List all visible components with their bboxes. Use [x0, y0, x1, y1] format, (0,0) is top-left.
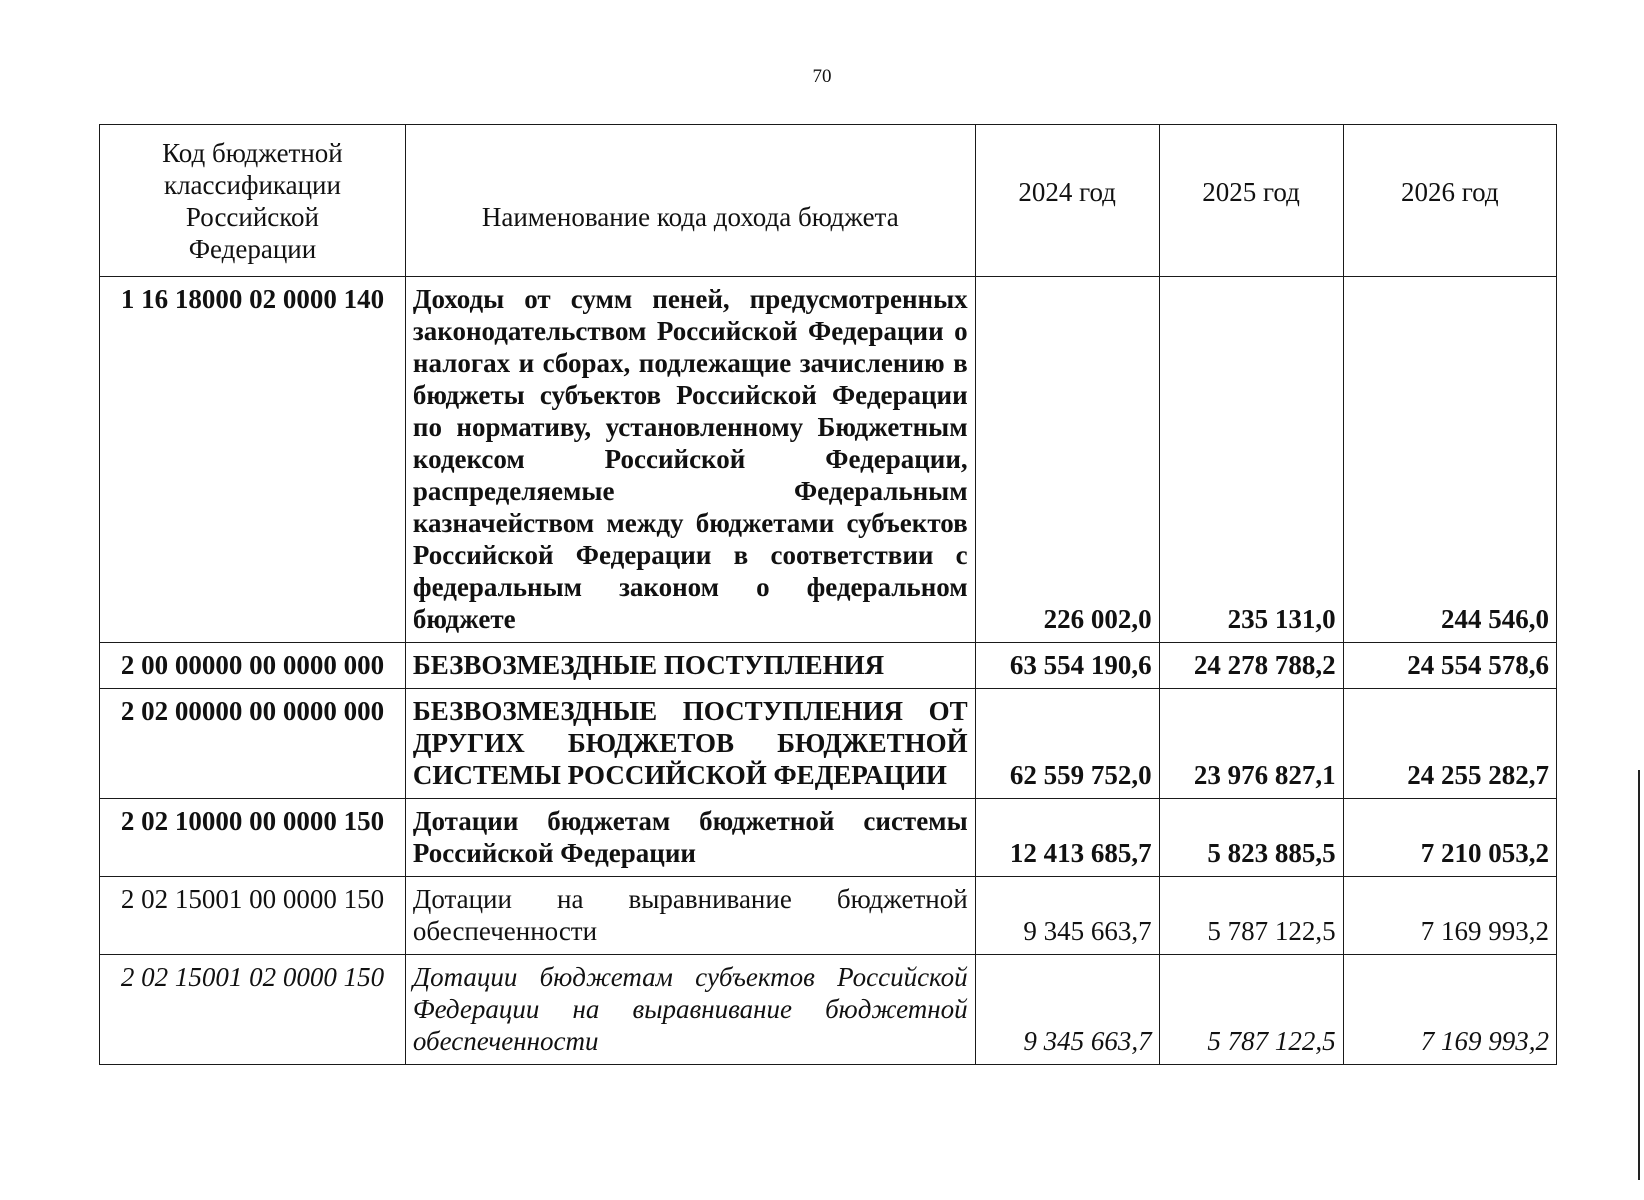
revenue-name: Дотации бюджетам субъектов Российской Федерации на выравнивание бюджетной обеспеченности — [405, 955, 975, 1065]
budget-revenue-table — [99, 124, 1557, 1065]
table-row — [100, 643, 1557, 689]
budget-code: 2 02 15001 02 0000 150 — [100, 955, 406, 1065]
amount-2026: 7 169 993,2 — [1343, 877, 1556, 955]
table-row — [100, 955, 1557, 1065]
amount-2026: 7 169 993,2 — [1343, 955, 1556, 1065]
table-row — [100, 689, 1557, 799]
amount-2025: 5 823 885,5 — [1159, 799, 1343, 877]
budget-code: 2 02 10000 00 0000 150 — [100, 799, 406, 877]
header-2026: 2026 год — [1343, 125, 1556, 277]
amount-2026: 7 210 053,2 — [1343, 799, 1556, 877]
table-row — [100, 799, 1557, 877]
revenue-name: БЕЗВОЗМЕЗДНЫЕ ПОСТУПЛЕНИЯ — [405, 643, 975, 689]
scan-edge-line — [1638, 770, 1640, 1180]
header-2025: 2025 год — [1159, 125, 1343, 277]
table-row — [100, 277, 1557, 643]
revenue-name: Дотации на выравнивание бюджетной обеспеченности — [405, 877, 975, 955]
budget-code: 1 16 18000 02 0000 140 — [100, 277, 406, 643]
amount-2026: 24 255 282,7 — [1343, 689, 1556, 799]
amount-2024: 9 345 663,7 — [975, 955, 1159, 1065]
budget-code: 2 00 00000 00 0000 000 — [100, 643, 406, 689]
table-header-row — [100, 125, 1557, 277]
amount-2025: 235 131,0 — [1159, 277, 1343, 643]
amount-2025: 23 976 827,1 — [1159, 689, 1343, 799]
amount-2024: 62 559 752,0 — [975, 689, 1159, 799]
header-code: Код бюджетной классификации Российской Федерации — [100, 125, 406, 277]
amount-2026: 244 546,0 — [1343, 277, 1556, 643]
table-row — [100, 877, 1557, 955]
revenue-name: Доходы от сумм пеней, предусмотренных законодательством Российской Федерации о налогах и сборах, подлежащие зачислению в бюджеты субъектов Российской Федерации по нормативу, установленному Бюджетным кодексом Российской Федерации, распределяемые Федеральным казначейством между бюджетами субъектов Российской Федерации в соответствии с федеральным законом о федеральном бюджете — [405, 277, 975, 643]
page-number: 70 — [812, 66, 832, 87]
amount-2024: 63 554 190,6 — [975, 643, 1159, 689]
revenue-name: Дотации бюджетам бюджетной системы Российской Федерации — [405, 799, 975, 877]
amount-2024: 226 002,0 — [975, 277, 1159, 643]
budget-code: 2 02 15001 00 0000 150 — [100, 877, 406, 955]
revenue-name: БЕЗВОЗМЕЗДНЫЕ ПОСТУПЛЕНИЯ ОТ ДРУГИХ БЮДЖЕТОВ БЮДЖЕТНОЙ СИСТЕМЫ РОССИЙСКОЙ ФЕДЕРАЦИИ — [405, 689, 975, 799]
header-name: Наименование кода дохода бюджета — [405, 125, 975, 277]
amount-2025: 5 787 122,5 — [1159, 955, 1343, 1065]
header-2024: 2024 год — [975, 125, 1159, 277]
budget-code: 2 02 00000 00 0000 000 — [100, 689, 406, 799]
amount-2024: 9 345 663,7 — [975, 877, 1159, 955]
amount-2024: 12 413 685,7 — [975, 799, 1159, 877]
amount-2025: 24 278 788,2 — [1159, 643, 1343, 689]
amount-2026: 24 554 578,6 — [1343, 643, 1556, 689]
amount-2025: 5 787 122,5 — [1159, 877, 1343, 955]
